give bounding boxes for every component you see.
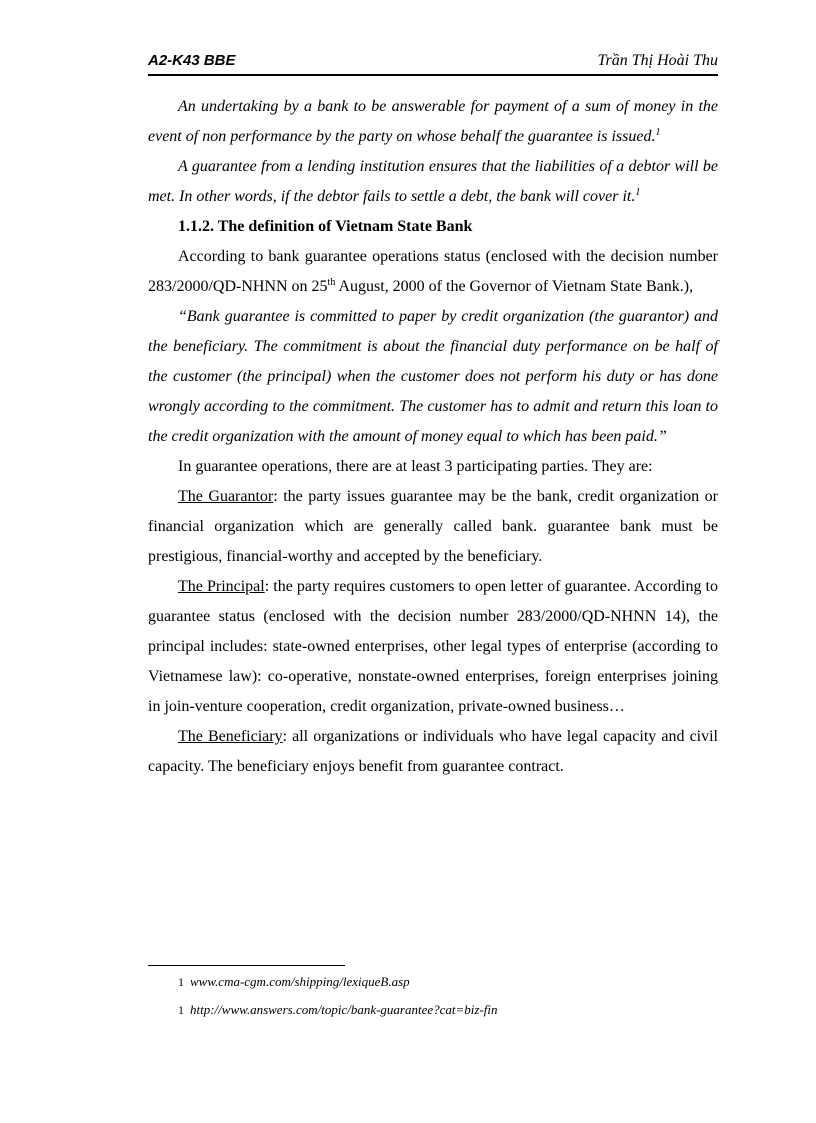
footnote-number: 1	[178, 1003, 184, 1017]
footnote-ref: 1	[635, 187, 641, 198]
paragraph-text: August, 2000 of the Governor of Vietnam State Bank.),	[335, 278, 694, 295]
footnote-number: 1	[178, 975, 184, 989]
paragraph-text: : all organizations or individuals who have legal capacity and civil capacity. The beneficiary enjoys benefit from guarantee contract.	[148, 728, 718, 775]
paragraph-text: A guarantee from a lending institution ensures that the liabilities of a debtor will be met. In other words, if the debtor fails to settle a debt, the bank will cover it.	[148, 158, 718, 205]
paragraph-text: : the party requires customers to open letter of guarantee. According to guarantee status (enclosed with the decision number 283/2000/QD-NHNN 14), the principal includes: state-owned enterprises, other legal types of enterprise (according to Vietnamese law): co-operative, nonstate-owned enterprises, foreign enterprises joining in join-venture cooperation, credit organization, private-owned business…	[148, 578, 718, 715]
paragraph-principal	[148, 572, 718, 722]
footnote-separator	[148, 965, 345, 966]
page-header	[148, 50, 718, 74]
footnote-text: http://www.answers.com/topic/bank-guarantee?cat=biz-fin	[190, 1002, 498, 1017]
footnote-text: www.cma-cgm.com/shipping/lexiqueB.asp	[190, 974, 410, 989]
paragraph-text: : the party issues guarantee may be the bank, credit organization or financial organization which are generally called bank. guarantee bank must be prestigious, financial-worthy and accepted by the beneficiary.	[148, 488, 719, 565]
ordinal-suffix: th	[327, 277, 336, 288]
footnote-2	[178, 1002, 498, 1018]
header-author-name: Trần Thị Hoài Thu	[597, 52, 718, 69]
header-rule	[148, 74, 718, 76]
footnote-ref: 1	[655, 127, 661, 138]
quote-paragraph: “Bank guarantee is committed to paper by credit organization (the guarantor) and the beneficiary. The commitment is about the financial duty performance on be half of the customer (the principal) when the customer does not perform his duty or has done wrongly according to the commitment. The customer has to admit and return this loan to the credit organization with the amount of money equal to which has been paid.”	[148, 308, 718, 445]
term-guarantor: The Guarantor	[178, 488, 274, 505]
paragraph-beneficiary	[148, 722, 718, 782]
term-principal: The Principal	[178, 578, 265, 595]
footnote-1	[178, 974, 410, 990]
paragraph-text: An undertaking by a bank to be answerable for payment of a sum of money in the event of non performance by the party on whose behalf the guarantee is issued.	[148, 98, 718, 145]
paragraph-status	[148, 242, 718, 302]
document-body	[148, 92, 718, 782]
paragraph-text: According to bank guarantee operations status (enclosed with the decision number 283/2000/QD-NHNN on 25	[148, 248, 718, 295]
header-course-code: A2-K43 BBE	[148, 52, 236, 69]
paragraph-parties: In guarantee operations, there are at least 3 participating parties. They are:	[178, 458, 653, 475]
paragraph-guarantor	[148, 482, 718, 572]
section-heading: 1.1.2. The definition of Vietnam State Bank	[178, 218, 473, 235]
term-beneficiary: The Beneficiary	[178, 728, 283, 745]
paragraph-definition-2	[148, 152, 718, 212]
paragraph-definition-1	[148, 92, 718, 152]
